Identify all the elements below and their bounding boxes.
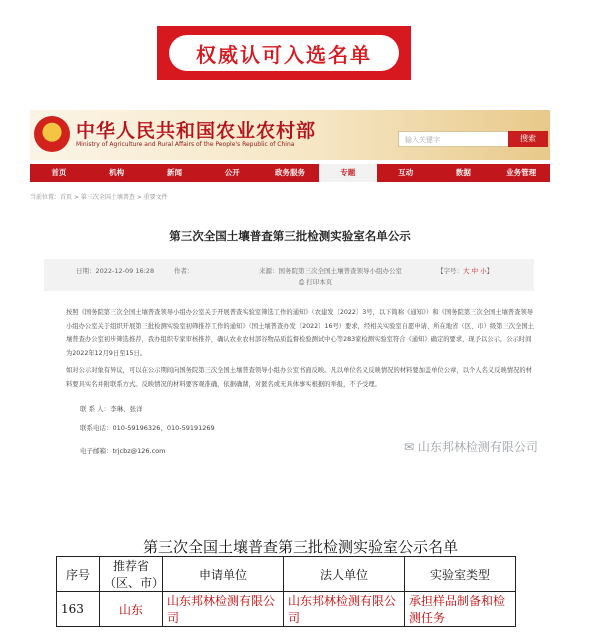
- table-header-row: [57, 557, 516, 592]
- cell-lab-type: 承担样品制备和检测任务: [405, 592, 516, 627]
- article-paragraph-1: 按照《国务院第三次全国土壤普查领导小组办公室关于开展普查实验室筛选工作的通知》（农建发〔2022〕3号，以下简称《通知》）和《国务院第三次全国土壤普查领导小组办公室关于组织开展第三批检测实验室初筛推荐工作的通知》（国土壤普查办发〔2022〕16号）要求，经相关实验室自愿申请、所在地省（区、市）级第三次全国土壤普查办公室初步筛选推荐，我办组织专家审核推荐，确认农业农村部谷物品质监督检验测试中心等283家检测实验室符合《通知》确定的要求，现予以公示，公示时间为2022年12月9日至15日。: [66, 309, 534, 357]
- ministry-page-screenshot: [30, 110, 550, 455]
- print-link[interactable]: ⎙ 打印本页: [299, 278, 333, 286]
- national-emblem-icon: [34, 116, 70, 152]
- col-header-province: 推荐省（区、市）: [100, 557, 163, 592]
- breadcrumb[interactable]: 当前位置：首页 > 第三次全国土壤普查 > 重要文件: [30, 194, 168, 201]
- site-subtitle: Ministry of Agriculture and Rural Affairs of the People's Republic of China: [76, 141, 295, 148]
- article-author: 作者：: [174, 267, 194, 275]
- font-size-label: 【字号：: [437, 267, 463, 275]
- nav-item-org[interactable]: 机构: [109, 168, 125, 177]
- banner-label: 权威认可入选名单: [169, 35, 399, 71]
- col-header-applicant: 申请单位: [163, 557, 284, 592]
- print-label: 打印本页: [306, 278, 333, 286]
- search-button[interactable]: 搜索: [508, 131, 548, 147]
- nav-item-interact[interactable]: 互动: [398, 168, 414, 177]
- article-meta-bar: [44, 259, 534, 291]
- nav-item-data[interactable]: 数据: [455, 168, 471, 177]
- cell-province: 山东: [100, 592, 163, 627]
- nav-item-news[interactable]: 新闻: [166, 168, 182, 177]
- top-banner: [157, 26, 411, 80]
- article-title: 第三次全国土壤普查第三批检测实验室名单公示: [169, 229, 411, 243]
- site-header: [30, 110, 550, 160]
- nav-item-business[interactable]: 业务管理: [506, 168, 537, 177]
- lab-list-table: [56, 556, 516, 627]
- article-date: 日期：2022-12-09 16:28: [76, 267, 155, 275]
- table-row: [57, 592, 516, 627]
- font-size-close: 】: [486, 267, 494, 275]
- main-nav: [30, 164, 550, 182]
- nav-item-home[interactable]: 首页: [51, 168, 67, 177]
- col-header-lab-type: 实验室类型: [405, 557, 516, 592]
- site-title: 中华人民共和国农业农村部: [76, 120, 317, 142]
- article-paragraph-2: 如对公示对象有异议，可以在公示期间向国务院第三次全国土壤普查领导小组办公室书面反映。凡以单位名义反映情况的材料要加盖单位公章，以个人名义反映情况的材料要具实名并附联系方式。反映情况的材料要客观准确，依据确凿，对匿名或无具体事实根据的举报，不予受理。: [66, 367, 532, 388]
- search-input[interactable]: 输入关键字: [398, 131, 524, 147]
- company-watermark: ✉ 山东邦林检测有限公司: [404, 440, 538, 454]
- col-header-index: 序号: [57, 557, 100, 592]
- font-size-control[interactable]: [437, 266, 493, 275]
- contact-phone: 联系电话：010-59196326、010-59191269: [80, 424, 215, 432]
- table-title: 第三次全国土壤普查第三批检测实验室公示名单: [142, 538, 458, 556]
- font-size-options[interactable]: 大 中 小: [463, 267, 487, 275]
- col-header-legal-entity: 法人单位: [284, 557, 405, 592]
- article-source: 来源：国务院第三次全国土壤普查领导小组办公室: [259, 267, 402, 275]
- nav-item-topics[interactable]: 专题: [319, 164, 377, 182]
- cell-index: 163: [57, 592, 100, 627]
- cell-applicant: 山东邦林检测有限公司: [163, 592, 284, 627]
- contact-person: 联 系 人：李琳、张洋: [80, 405, 143, 413]
- cell-legal-entity: 山东邦林检测有限公司: [284, 592, 405, 627]
- watermark-text: 山东邦林检测有限公司: [417, 440, 538, 454]
- nav-item-services[interactable]: 政务服务: [275, 168, 306, 177]
- nav-item-public[interactable]: 公开: [224, 168, 240, 177]
- contact-email: 电子邮箱：trjcbz@126.com: [80, 447, 166, 455]
